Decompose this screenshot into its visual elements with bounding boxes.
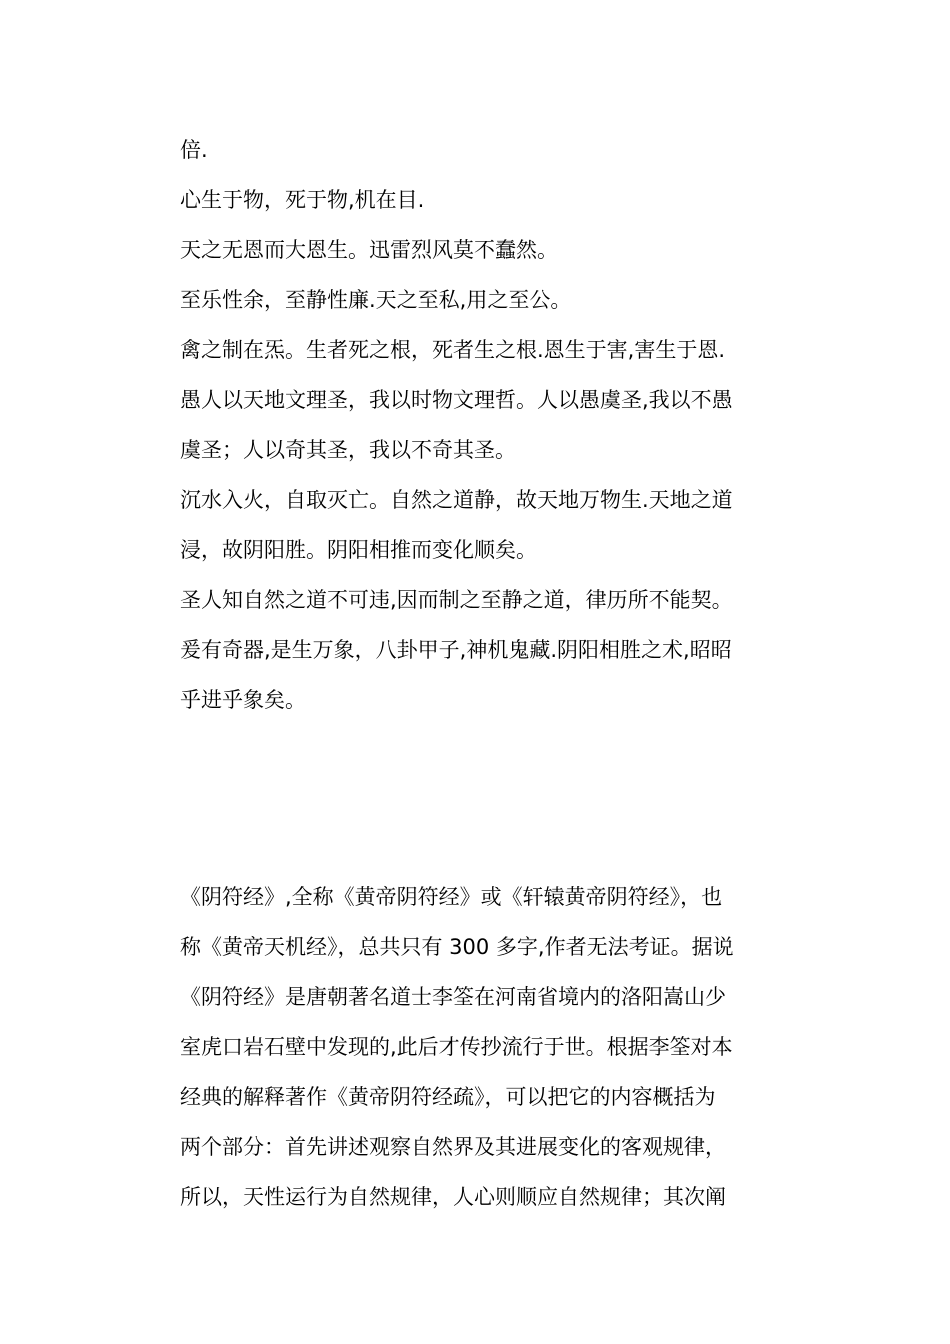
- verse-line: 乎进乎象矣。: [180, 688, 306, 712]
- paragraph-line: 《阴符经》是唐朝著名道士李筌在河南省境内的洛阳嵩山少: [180, 985, 726, 1009]
- verse-line: 沉水入火，自取灭亡。自然之道静，故天地万物生.天地之道: [180, 488, 733, 512]
- verse-line: 心生于物，死于物,机在目.: [180, 188, 425, 212]
- verse-line: 至乐性余，至静性廉.天之至私,用之至公。: [180, 288, 572, 312]
- verse-line: 浸，故阴阳胜。阴阳相推而变化顺矣。: [180, 538, 537, 562]
- paragraph-line: 室虎口岩石壁中发现的,此后才传抄流行于世。根据李筌对本: [180, 1035, 733, 1059]
- verse-line: 虞圣；人以奇其圣，我以不奇其圣。: [180, 438, 516, 462]
- paragraph-line: 《阴符经》,全称《黄帝阴符经》或《轩辕黄帝阴符经》，也: [180, 885, 723, 909]
- scripture-verses: [180, 125, 780, 725]
- verse-line: 倍.: [180, 138, 208, 162]
- verse-line: 禽之制在炁。生者死之根，死者生之根.恩生于害,害生于恩.: [180, 338, 726, 362]
- verse-line: 天之无恩而大恩生。迅雷烈风莫不蠢然。: [180, 238, 558, 262]
- paragraph-line: 经典的解释著作《黄帝阴符经疏》，可以把它的内容概括为: [180, 1085, 716, 1109]
- paragraph-line: 所以，天性运行为自然规律，人心则顺应自然规律；其次阐: [180, 1185, 726, 1209]
- verse-line: 爰有奇器,是生万象，八卦甲子,神机鬼藏.阴阳相胜之术,昭昭: [180, 638, 732, 662]
- verse-line: 愚人以天地文理圣，我以时物文理哲。人以愚虞圣,我以不愚: [180, 388, 733, 412]
- verse-line: 圣人知自然之道不可违,因而制之至静之道，律历所不能契。: [180, 588, 733, 612]
- paragraph-line: 两个部分：首先讲述观察自然界及其进展变化的客观规律，: [180, 1135, 726, 1159]
- paragraph-line: 称《黄帝天机经》，总共只有 300 多字,作者无法考证。据说: [180, 935, 734, 959]
- intro-paragraph: [180, 872, 780, 1222]
